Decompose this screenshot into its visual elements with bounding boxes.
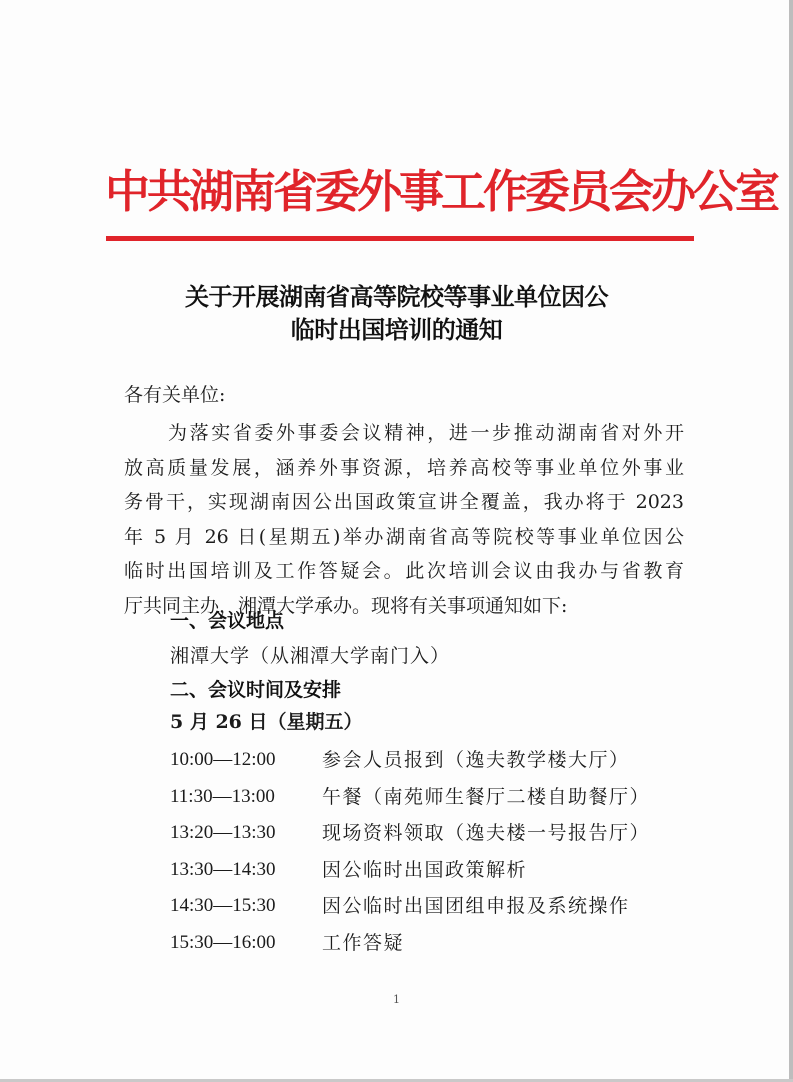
body-line: 年 5 月 26 日(星期五)举办湖南省高等院校等事业单位因公 xyxy=(124,525,684,548)
body-line: 厅共同主办，湘潭大学承办。现将有关事项通知如下: xyxy=(124,594,568,617)
schedule-item: 工作答疑 xyxy=(322,931,405,954)
salutation: 各有关单位: xyxy=(124,384,226,406)
schedule-time: 13:20—13:30 xyxy=(170,822,276,843)
schedule-row xyxy=(170,858,690,895)
schedule-row xyxy=(170,931,690,968)
schedule-item: 因公临时出国团组申报及系统操作 xyxy=(322,895,630,917)
body-paragraph xyxy=(124,416,684,623)
schedule-time: 10:00—12:00 xyxy=(170,749,276,770)
issuing-organization-title: 中共湖南省委外事工作委员会办公室 xyxy=(105,165,778,218)
scan-edge-right xyxy=(789,0,793,1082)
body-line: 为落实省委外事委会议精神，进一步推动湖南省对外开 xyxy=(168,422,684,444)
schedule-item: 参会人员报到（逸夫教学楼大厅） xyxy=(322,749,630,771)
schedule-item: 午餐（南苑师生餐厅二楼自助餐厅） xyxy=(322,785,651,808)
schedule-list xyxy=(170,748,690,967)
schedule-row xyxy=(170,821,690,858)
red-header-rule xyxy=(106,236,694,241)
schedule-time: 11:30—13:00 xyxy=(170,785,275,807)
section-heading-location: 一、会议地点 xyxy=(170,610,285,632)
schedule-date: 5 月 26 日（星期五） xyxy=(170,711,363,733)
meeting-location: 湘潭大学（从湘潭大学南门入） xyxy=(170,645,451,667)
section-heading-schedule: 二、会议时间及安排 xyxy=(170,679,342,701)
schedule-row xyxy=(170,748,690,785)
schedule-time: 15:30—16:00 xyxy=(170,931,276,953)
schedule-row xyxy=(170,894,690,931)
body-line: 放高质量发展，涵养外事资源，培养高校等事业单位外事业 xyxy=(124,456,684,479)
notice-title-line-2: 临时出国培训的通知 xyxy=(290,315,503,344)
page-number: 1 xyxy=(393,993,400,1006)
schedule-item: 现场资料领取（逸夫楼一号报告厅） xyxy=(322,822,651,844)
notice-title-line-1: 关于开展湖南省高等院校等事业单位因公 xyxy=(185,282,608,311)
body-line: 务骨干，实现湖南因公出国政策宣讲全覆盖，我办将于 2023 xyxy=(124,491,684,513)
schedule-row xyxy=(170,785,690,822)
body-line: 临时出国培训及工作答疑会。此次培训会议由我办与省教育 xyxy=(124,560,684,582)
schedule-time: 13:30—14:30 xyxy=(170,858,276,880)
notice-title xyxy=(0,280,793,346)
schedule-item: 因公临时出国政策解析 xyxy=(322,858,528,881)
schedule-time: 14:30—15:30 xyxy=(170,895,276,916)
